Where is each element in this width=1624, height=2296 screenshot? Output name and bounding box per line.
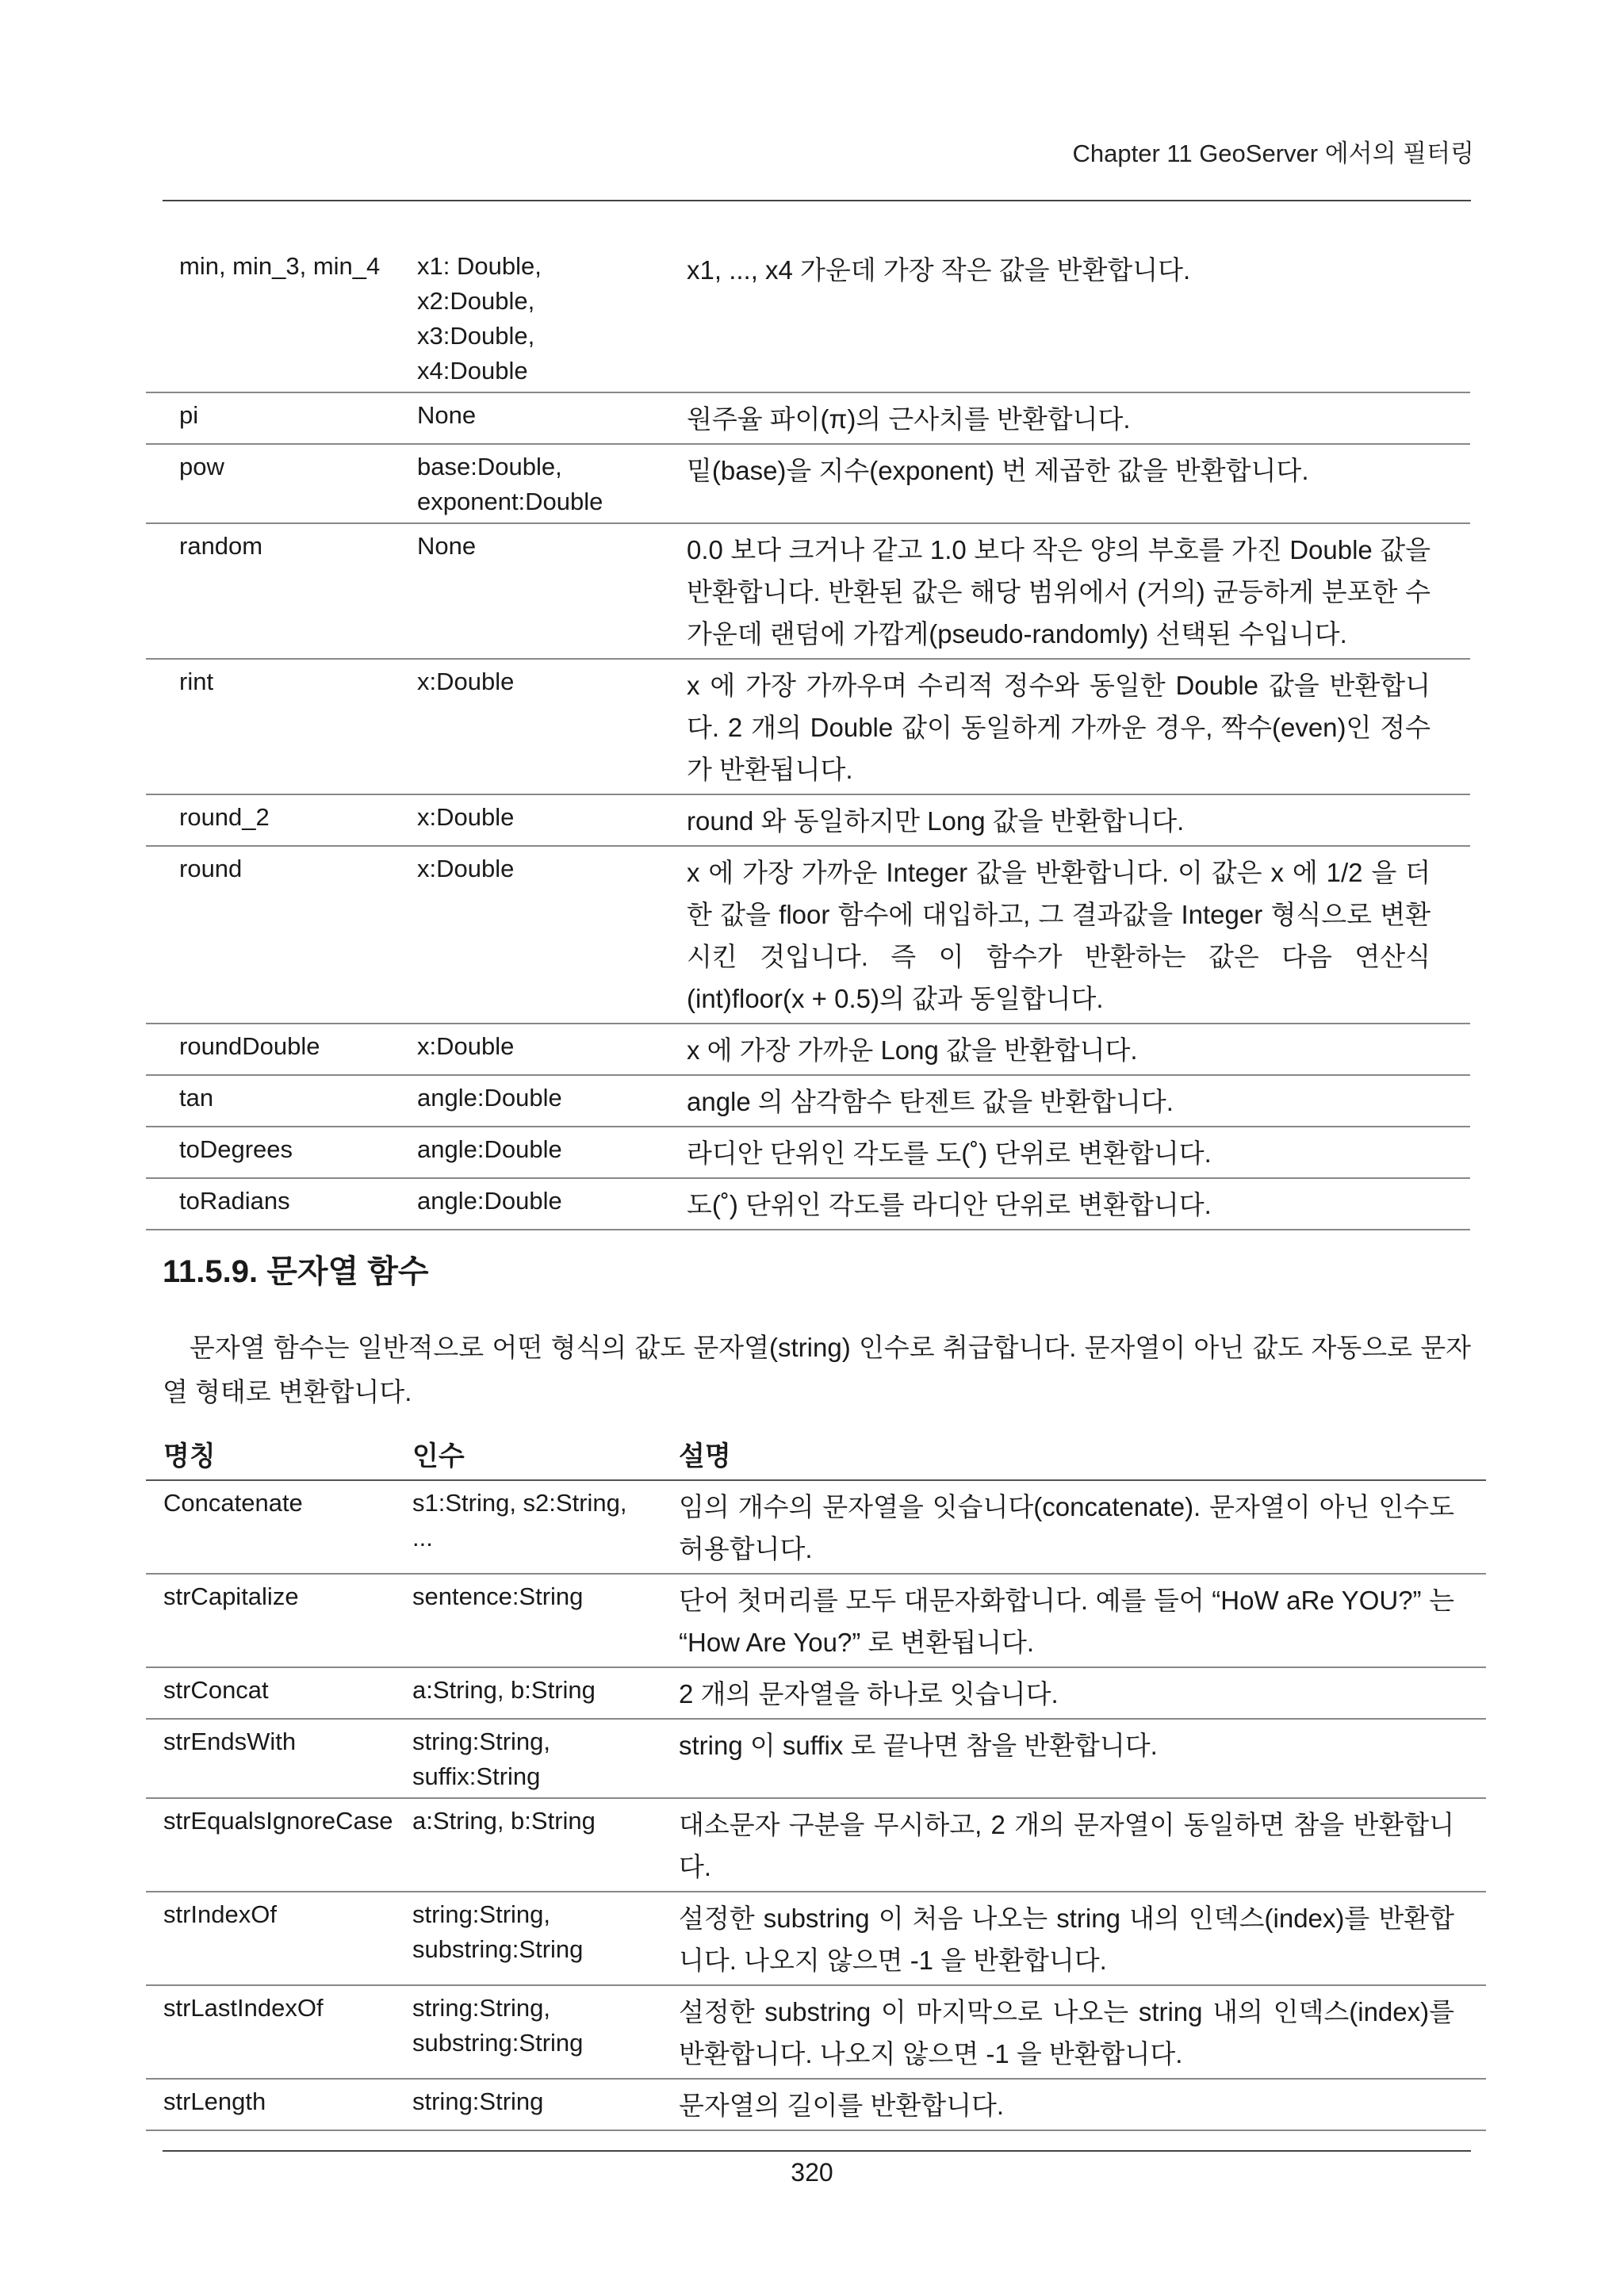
table-header-row bbox=[146, 1438, 1486, 1480]
function-name: strLastIndexOf bbox=[163, 1994, 324, 2022]
function-args: string:String, substring:String bbox=[412, 1900, 584, 1963]
table-row bbox=[146, 846, 1470, 1024]
table-row bbox=[146, 244, 1470, 392]
function-args: angle:Double bbox=[417, 1084, 562, 1112]
function-args: x:Double bbox=[417, 1032, 515, 1060]
function-desc: x 에 가장 가까우며 수리적 정수와 동일한 Double 값을 반환합니다. 2 개의 Double 값이 동일하게 가까운 경우, 짝수(even)인 정수가 반환됩니다. bbox=[687, 671, 1431, 784]
function-args: string:String, suffix:String bbox=[412, 1728, 551, 1790]
function-name: pow bbox=[179, 453, 224, 480]
function-desc: 라디안 단위인 각도를 도(˚) 단위로 변환합니다. bbox=[687, 1138, 1212, 1168]
function-args: x1: Double, x2:Double, x3:Double, x4:Double bbox=[417, 252, 542, 385]
function-desc: 대소문자 구분을 무시하고, 2 개의 문자열이 동일하면 참을 반환합니다. bbox=[679, 1810, 1454, 1881]
table-row bbox=[146, 1024, 1470, 1075]
table-row bbox=[146, 794, 1470, 846]
function-desc: 2 개의 문자열을 하나로 잇습니다. bbox=[679, 1679, 1059, 1709]
function-args: s1:String, s2:String, ... bbox=[412, 1489, 627, 1552]
function-name: roundDouble bbox=[179, 1032, 320, 1060]
table-row bbox=[146, 1985, 1486, 2079]
function-name: pi bbox=[179, 401, 199, 429]
function-args: None bbox=[417, 401, 477, 429]
function-name: toDegrees bbox=[179, 1135, 293, 1163]
function-name: min, min_3, min_4 bbox=[179, 252, 381, 280]
function-desc: 원주율 파이(π)의 근사치를 반환합니다. bbox=[687, 404, 1131, 434]
function-args: x:Double bbox=[417, 803, 515, 831]
section-paragraph: 문자열 함수는 일반적으로 어떤 형식의 값도 문자열(string) 인수로 취급합니다. 문자열이 아닌 값도 자동으로 문자열 형태로 변환합니다. bbox=[163, 1333, 1471, 1406]
function-name: strCapitalize bbox=[163, 1582, 299, 1610]
function-desc: x 에 가장 가까운 Integer 값을 반환합니다. 이 값은 x 에 1/2 을 더한 값을 floor 함수에 대입하고, 그 결과값을 Integer 형식으로 변환시킨 것입니다. 즉 이 함수가 반환하는 값은 다음 연산식 (int)floor(x + 0.5)의 값과 동일합니다. bbox=[687, 858, 1431, 1013]
function-desc: 설정한 substring 이 처음 나오는 string 내의 인덱스(index)를 반환합니다. 나오지 않으면 -1 을 반환합니다. bbox=[679, 1904, 1454, 1975]
function-name: toRadians bbox=[179, 1187, 290, 1215]
table-row bbox=[146, 1127, 1470, 1178]
function-args: sentence:String bbox=[412, 1582, 584, 1610]
function-name: tan bbox=[179, 1084, 214, 1112]
function-args: x:Double bbox=[417, 855, 515, 882]
header-rule bbox=[163, 200, 1471, 201]
header-name: 명칭 bbox=[163, 1441, 216, 1471]
function-name: strIndexOf bbox=[163, 1900, 277, 1928]
function-desc: 설정한 substring 이 마지막으로 나오는 string 내의 인덱스(index)를 반환합니다. 나오지 않으면 -1 을 반환합니다. bbox=[679, 1997, 1454, 2068]
function-name: strLength bbox=[163, 2087, 266, 2115]
function-args: string:String, substring:String bbox=[412, 1994, 584, 2057]
function-desc: string 이 suffix 로 끝나면 참을 반환합니다. bbox=[679, 1731, 1158, 1760]
page-number: 320 bbox=[791, 2158, 833, 2187]
function-args: string:String bbox=[412, 2087, 544, 2115]
table-row bbox=[146, 2079, 1486, 2130]
function-name: random bbox=[179, 532, 263, 560]
function-name: strEndsWith bbox=[163, 1728, 297, 1755]
function-desc: round 와 동일하지만 Long 값을 반환합니다. bbox=[687, 806, 1185, 836]
function-args: a:String, b:String bbox=[412, 1807, 596, 1835]
function-name: strConcat bbox=[163, 1676, 269, 1704]
header-args: 인수 bbox=[412, 1441, 465, 1471]
function-desc: 문자열의 길이를 반환합니다. bbox=[679, 2091, 1005, 2120]
header-desc: 설명 bbox=[679, 1441, 731, 1471]
function-desc: 단어 첫머리를 모두 대문자화합니다. 예를 들어 “HoW aRe YOU?” 는 “How Are You?” 로 변환됩니다. bbox=[679, 1586, 1454, 1657]
function-desc: 밑(base)을 지수(exponent) 번 제곱한 값을 반환합니다. bbox=[687, 456, 1309, 485]
table-row bbox=[146, 523, 1470, 659]
function-args: base:Double, exponent:Double bbox=[417, 453, 603, 515]
function-args: angle:Double bbox=[417, 1187, 562, 1215]
function-args: a:String, b:String bbox=[412, 1676, 596, 1704]
function-desc: 도(˚) 단위인 각도를 라디안 단위로 변환합니다. bbox=[687, 1190, 1212, 1219]
function-desc: 0.0 보다 크거나 같고 1.0 보다 작은 양의 부호를 가진 Double 값을 반환합니다. 반환된 값은 해당 범위에서 (거의) 균등하게 분포한 수 가운데 랜덤에 가깝게(pseudo-randomly) 선택된 수입니다. bbox=[687, 535, 1431, 649]
section-title: 11.5.9. 문자열 함수 bbox=[163, 1254, 429, 1289]
function-desc: 임의 개수의 문자열을 잇습니다(concatenate). 문자열이 아닌 인수도 허용합니다. bbox=[679, 1492, 1454, 1563]
running-header: Chapter 11 GeoServer 에서의 필터링 bbox=[1072, 140, 1474, 167]
function-name: strEqualsIgnoreCase bbox=[163, 1807, 393, 1835]
table-row bbox=[146, 659, 1470, 794]
function-name: round bbox=[179, 855, 243, 882]
table-row bbox=[146, 1178, 1470, 1230]
function-desc: x1, ..., x4 가운데 가장 작은 값을 반환합니다. bbox=[687, 255, 1191, 285]
function-args: None bbox=[417, 532, 477, 560]
footer-rule bbox=[163, 2150, 1471, 2152]
table-row bbox=[146, 1480, 1486, 1574]
table-row bbox=[146, 444, 1470, 523]
table-row bbox=[146, 1075, 1470, 1127]
table-row bbox=[146, 1667, 1486, 1719]
function-name: Concatenate bbox=[163, 1489, 303, 1517]
function-desc: angle 의 삼각함수 탄젠트 값을 반환합니다. bbox=[687, 1087, 1174, 1116]
math-functions-table bbox=[146, 244, 1470, 1230]
table-row bbox=[146, 1574, 1486, 1667]
function-args: angle:Double bbox=[417, 1135, 562, 1163]
table-row bbox=[146, 1798, 1486, 1892]
function-desc: x 에 가장 가까운 Long 값을 반환합니다. bbox=[687, 1035, 1138, 1065]
function-name: round_2 bbox=[179, 803, 270, 831]
table-row bbox=[146, 1892, 1486, 1985]
string-functions-table bbox=[146, 1438, 1486, 2131]
table-row bbox=[146, 1719, 1486, 1798]
function-args: x:Double bbox=[417, 668, 515, 695]
function-name: rint bbox=[179, 668, 214, 695]
table-row bbox=[146, 392, 1470, 444]
